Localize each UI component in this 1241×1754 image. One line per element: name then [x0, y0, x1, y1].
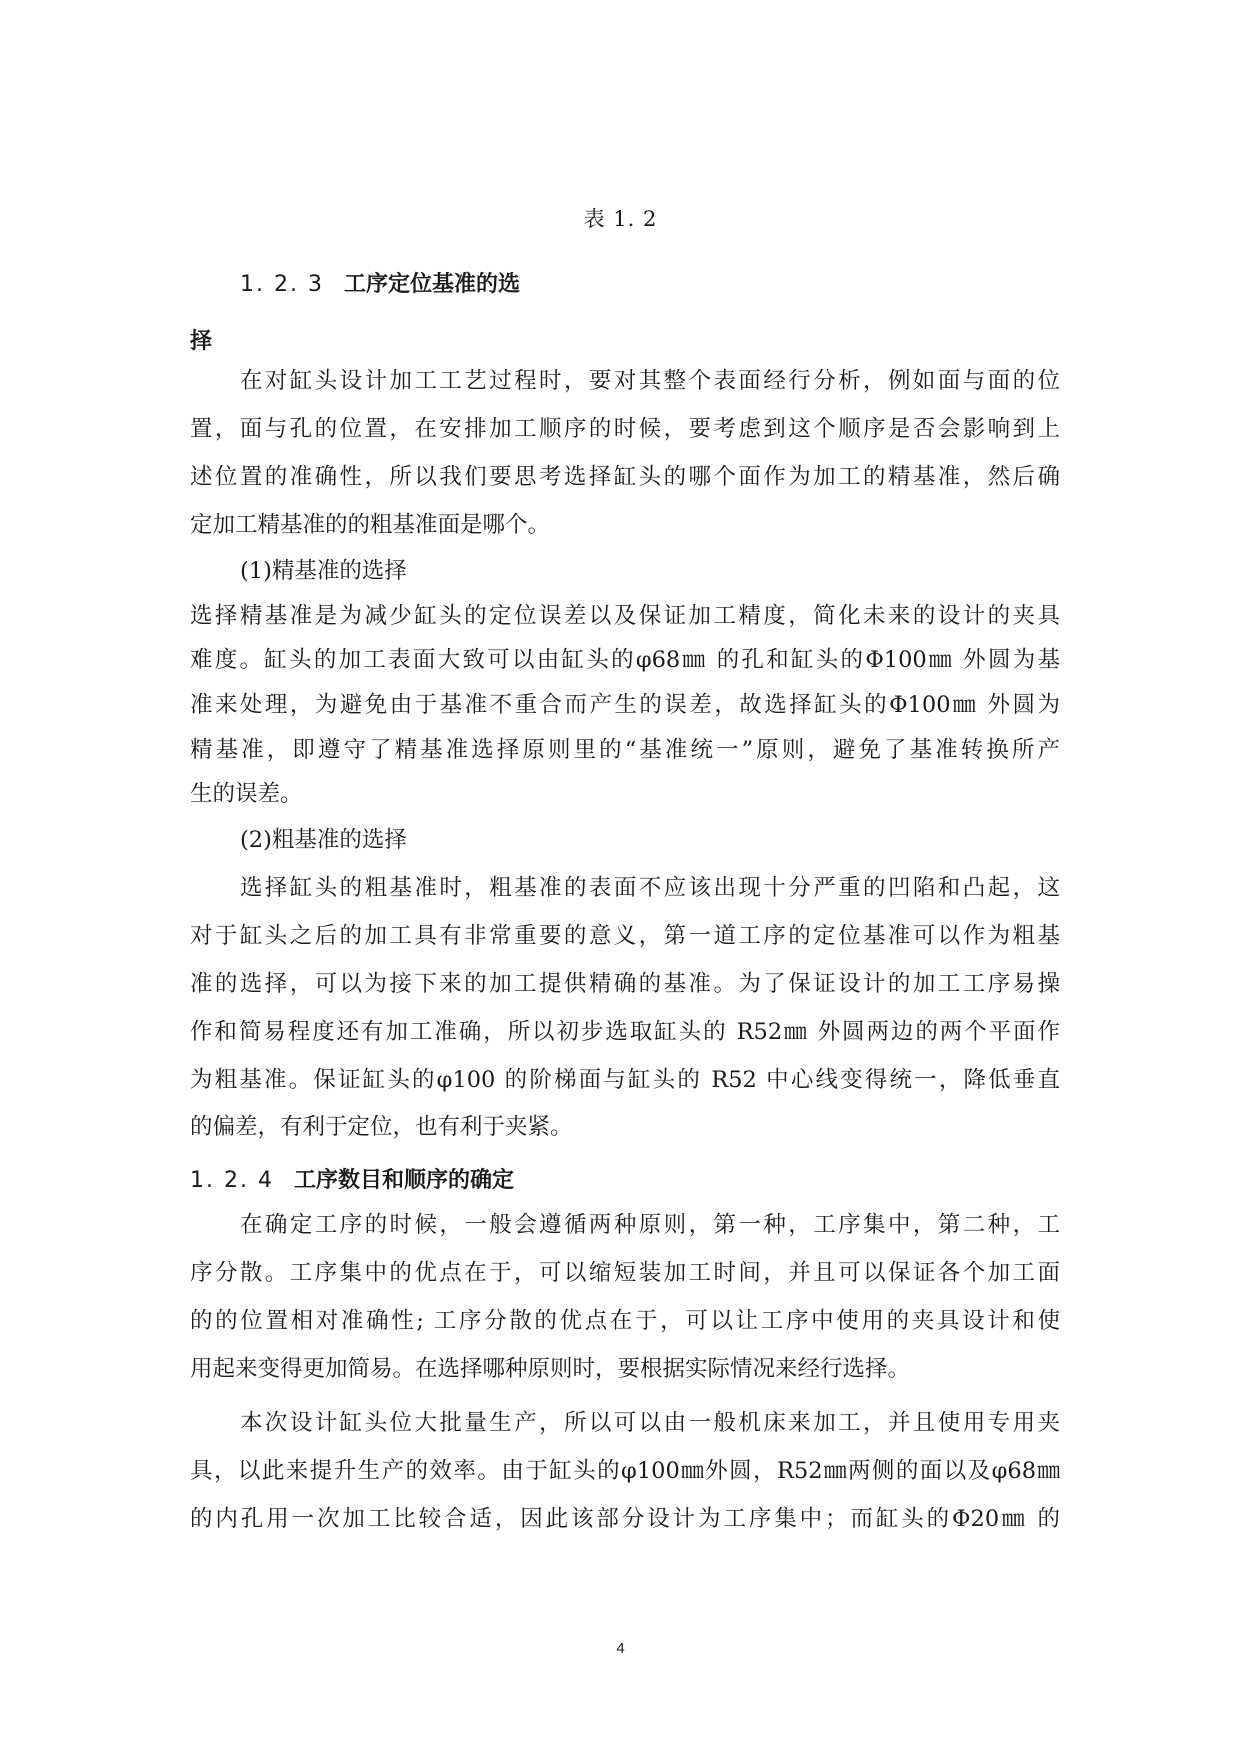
paragraph-line: 为粗基准。保证缸头的φ100 的阶梯面与缸头的 R52 中心线变得统一，降低垂直 — [190, 1067, 1060, 1093]
paragraph-line: 选择缸头的粗基准时，粗基准的表面不应该出现十分严重的凹陷和凸起，这 — [240, 875, 1060, 901]
subsection-title: (2)粗基准的选择 — [240, 827, 407, 853]
paragraph-line: 的偏差，有利于定位，也有利于夹紧。 — [190, 1114, 573, 1140]
subsection-title: (1)精基准的选择 — [240, 558, 407, 584]
section-number: 1. 2. 4 — [190, 1168, 274, 1193]
paragraph-line: 在确定工序的时候，一般会遵循两种原则，第一种，工序集中，第二种，工 — [240, 1212, 1060, 1238]
section-heading-1-2-3 — [240, 267, 520, 298]
table-caption: 表 1. 2 — [583, 207, 658, 231]
paragraph-line: 定加工精基准的的粗基准面是哪个。 — [190, 512, 551, 538]
paragraph-line: 置，面与孔的位置，在安排加工顺序的时候，要考虑到这个顺序是否会影响到上 — [190, 416, 1060, 442]
paragraph-line: 准来处理，为避免由于基准不重合而产生的误差，故选择缸头的Φ100㎜ 外圆为 — [190, 692, 1060, 718]
paragraph-line: 本次设计缸头位大批量生产，所以可以由一般机床来加工，并且使用专用夹 — [240, 1410, 1060, 1436]
section-heading-1-2-4 — [190, 1163, 514, 1194]
paragraph-line: 作和简易程度还有加工准确，所以初步选取缸头的 R52㎜ 外圆两边的两个平面作 — [190, 1019, 1060, 1045]
paragraph-line: 生的误差。 — [190, 781, 303, 807]
paragraph-line: 准的选择，可以为接下来的加工提供精确的基准。为了保证设计的加工工序易操 — [190, 971, 1060, 997]
paragraph-line: 的的位置相对准确性; 工序分散的优点在于，可以让工序中使用的夹具设计和使 — [190, 1308, 1060, 1334]
paragraph-line: 具，以此来提升生产的效率。由于缸头的φ100㎜外圆，R52㎜两侧的面以及φ68㎜ — [190, 1458, 1060, 1484]
paragraph-line: 在对缸头设计加工工艺过程时，要对其整个表面经行分析，例如面与面的位 — [240, 368, 1060, 394]
section-title: 工序定位基准的选 — [343, 272, 520, 297]
paragraph-line: 对于缸头之后的加工具有非常重要的意义，第一道工序的定位基准可以作为粗基 — [190, 923, 1060, 949]
paragraph-line: 用起来变得更加简易。在选择哪种原则时，要根据实际情况来经行选择。 — [190, 1356, 911, 1382]
paragraph-line: 述位置的准确性，所以我们要思考选择缸头的哪个面作为加工的精基准，然后确 — [190, 464, 1060, 490]
section-title: 工序数目和顺序的确定 — [293, 1168, 514, 1193]
section-number: 1. 2. 3 — [240, 272, 324, 297]
paragraph-line: 选择精基准是为减少缸头的定位误差以及保证加工精度，简化未来的设计的夹具 — [190, 603, 1060, 629]
section-title-continuation: 择 — [190, 329, 213, 354]
paragraph-line: 精基准，即遵守了精基准选择原则里的“基准统一”原则，避免了基准转换所产 — [190, 737, 1060, 763]
paragraph-line: 的内孔用一次加工比较合适，因此该部分设计为工序集中；而缸头的Φ20㎜ 的 — [190, 1506, 1060, 1532]
paragraph-line: 序分散。工序集中的优点在于，可以缩短装加工时间，并且可以保证各个加工面 — [190, 1260, 1060, 1286]
paragraph-line: 难度。缸头的加工表面大致可以由缸头的φ68㎜ 的孔和缸头的Φ100㎜ 外圆为基 — [190, 647, 1060, 673]
page-number: 4 — [616, 1640, 625, 1657]
